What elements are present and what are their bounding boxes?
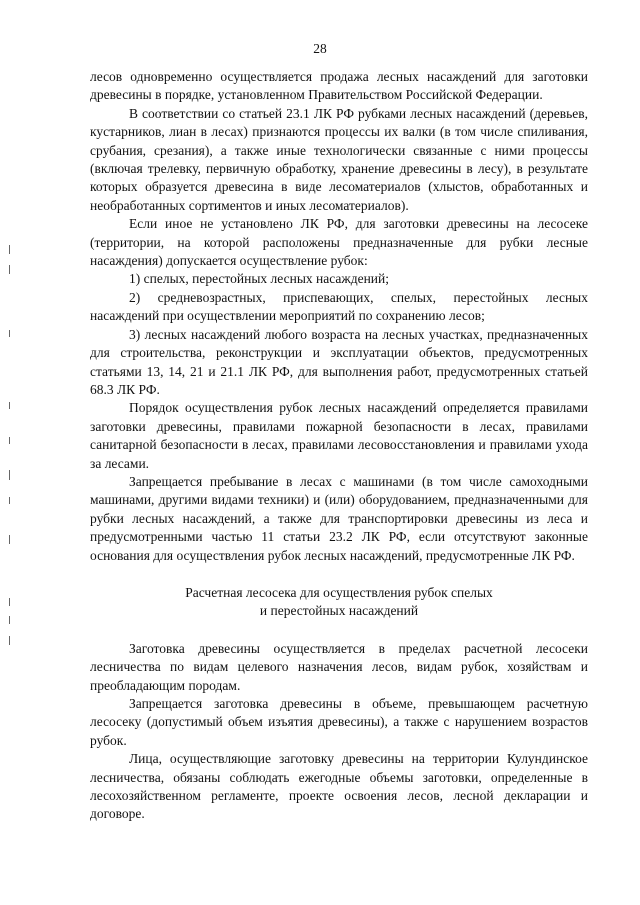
scan-edge-mark [9,402,10,409]
list-item: 1) спелых, перестойных лесных насаждений; [129,271,389,287]
list-item: 3) лесных насаждений любого возраста на лесных участках, предназначенных для строительства, реконструкции и эксплуатации объектов, предусмотренных статьями 13, 14, 21 и 21.1 ЛК РФ, для выполнения работ, предусмотренных статьей 68.3 ЛК РФ. [90,326,588,397]
scan-edge-mark [9,497,10,504]
paragraph: Запрещается заготовка древесины в объеме, превышающем расчетную лесосеку (допустимый объем изъятия древесины), а также с нарушением возрастов рубок. [90,696,588,748]
paragraph: Лица, осуществляющие заготовку древесины на территории Кулундинское лесничества, обязаны соблюдать ежегодные объемы заготовки, определенные в лесохозяйственном регламенте, проекте освоения лесов, лесной декларации и договоре. [90,751,588,822]
scan-edge-mark [9,330,10,337]
document-body [90,68,588,824]
scan-edge-mark [9,470,10,480]
page-number: 28 [313,41,327,56]
section-heading-line-1: Расчетная лесосека для осуществления рубок спелых [185,584,493,600]
section-heading-line-2: и перестойных насаждений [259,603,419,619]
paragraph: Заготовка древесины осуществляется в пределах расчетной лесосеки лесничества по видам целевого назначения лесов, видам рубок, хозяйствам и преобладающим породам. [90,640,588,693]
paragraph: лесов одновременно осуществляется продажа лесных насаждений для заготовки древесины в порядке, установленном Правительством Российской Федерации. [90,69,588,103]
scan-edge-mark [9,245,10,254]
paragraph: Запрещается пребывание в лесах с машинами (в том числе самоходными машинами, другими видами техники) и (или) оборудованием, предназначенными для рубки лесных насаждений, а также для транспортировки древесины из леса и предусмотренными частью 11 статьи 23.2 ЛК РФ, если отсутствуют законные основания для осуществления рубок лесных насаждений, предусмотренные ЛК РФ. [90,473,588,563]
scan-edge-mark [9,535,10,544]
scan-edge-mark [9,616,10,624]
paragraph: Порядок осуществления рубок лесных насаждений определяется правилами заготовки древесины, правилами пожарной безопасности в лесах, правилами санитарной безопасности в лесах, правилами лесовосстановления и правилами ухода за лесами. [90,400,588,471]
paragraph: Если иное не установлено ЛК РФ, для заготовки древесины на лесосеке (территории, на которой расположены предназначенные для рубки лесные насаждения) допускается осуществление рубок: [90,216,588,269]
scan-edge-mark [9,598,10,606]
paragraph: В соответствии со статьей 23.1 ЛК РФ рубками лесных насаждений (деревьев, кустарников, лиан в лесах) признаются процессы их валки (в том числе спиливания, срубания, срезания), а также иные технологически связанные с ними процессы (включая трелевку, первичную обработку, хранение древесины в лесу), в результате которых образуется древесина в виде лесоматериалов (хлыстов, обработанных и необработанных сортиментов и иных лесоматериалов). [90,105,588,213]
scan-edge-mark [9,265,10,274]
list-item: 2) средневозрастных, приспевающих, спелых, перестойных лесных насаждений при осуществлении мероприятий по сохранению лесов; [90,289,588,324]
scan-edge-mark [9,437,10,444]
scan-edge-mark [9,636,10,645]
